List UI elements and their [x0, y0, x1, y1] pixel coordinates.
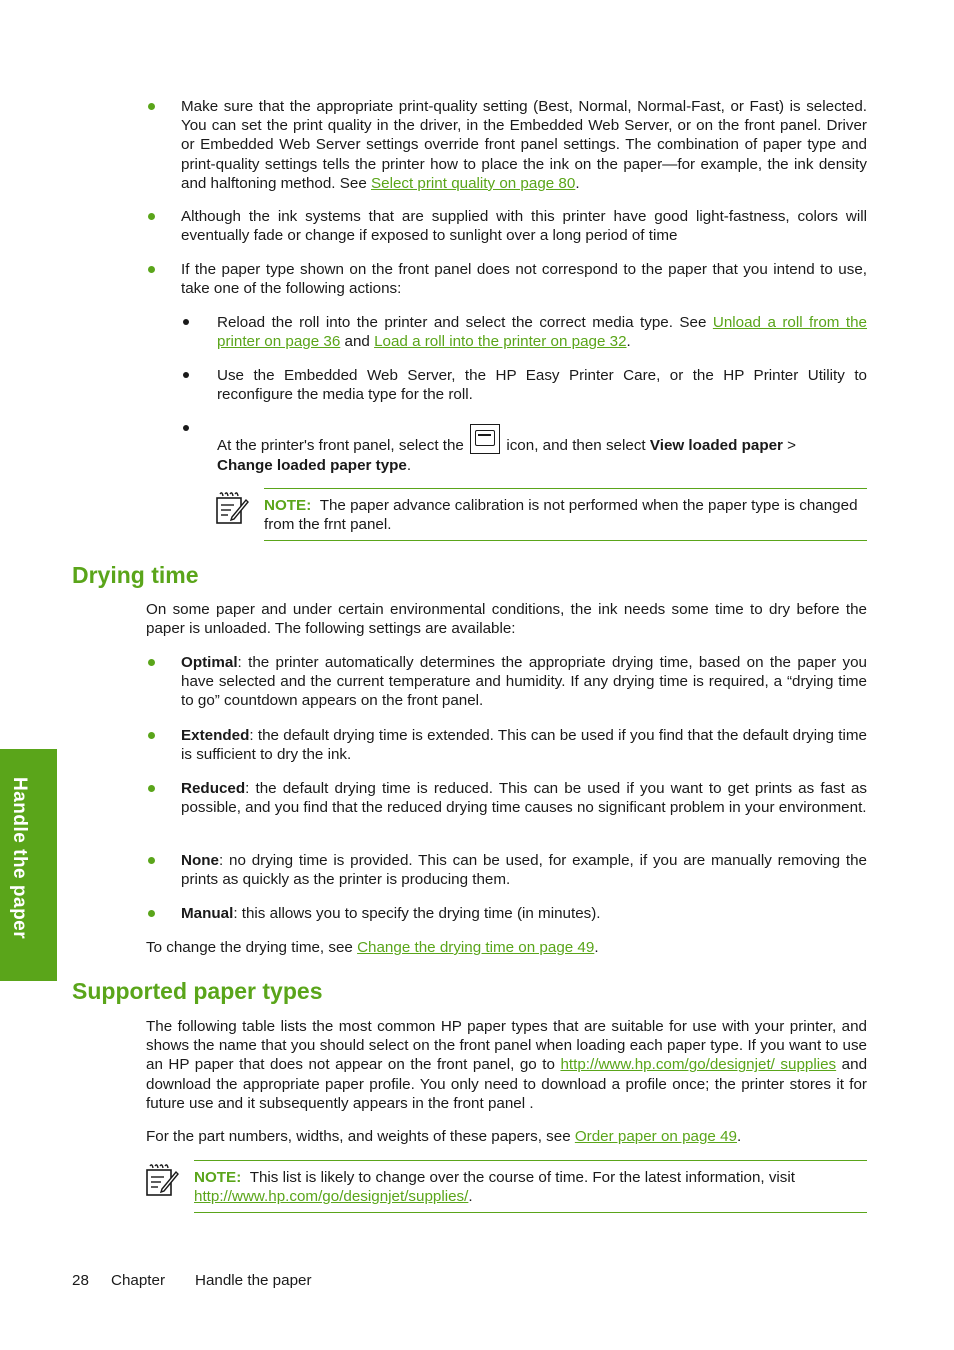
- link-order-paper[interactable]: Order paper on page 49: [574, 1128, 737, 1145]
- footer-title: Handle the paper: [195, 1272, 312, 1289]
- sub-bullet-front-panel: [217, 424, 867, 476]
- sub-bullet-ews: Use the Embedded Web Server, the HP Easy Printer Care, or the HP Printer Utility to reconfigure the media type for the roll.: [217, 367, 867, 404]
- drying-item-extended: [181, 726, 867, 764]
- sub-bullet-reload: [217, 313, 867, 351]
- text: : this allows you to specify the drying time (in minutes).: [233, 905, 601, 922]
- text: For the part numbers, widths, and weights of these papers, see: [146, 1128, 575, 1145]
- note-label: NOTE:: [194, 1169, 242, 1186]
- note-list-change: [194, 1168, 867, 1206]
- note-drying-calibration: [264, 496, 867, 534]
- note-rule-top: [264, 488, 867, 489]
- note-rule-top: [194, 1160, 867, 1161]
- note-pad-icon: [144, 1162, 180, 1198]
- drying-item-optimal: [181, 653, 867, 711]
- drying-item-reduced: [181, 779, 867, 817]
- menu-change-loaded-paper-type: Change loaded paper type: [217, 457, 407, 474]
- text: : no drying time is provided. This can be used, for example, if you are manually removing the prints as quickly as the printer is producing them.: [181, 852, 867, 889]
- link-load-roll[interactable]: Load a roll into the printer on page 32: [374, 333, 627, 351]
- text: >: [782, 437, 797, 454]
- note-label: NOTE:: [264, 497, 312, 514]
- bullet-print-quality: [181, 97, 867, 193]
- bullet: [148, 103, 155, 110]
- menu-view-loaded-paper: View loaded paper: [649, 437, 783, 454]
- link-change-drying-time[interactable]: Change the drying time on page 49: [357, 939, 595, 956]
- bullet-paper-type: If the paper type shown on the front panel does not correspond to the paper that you intend to use, take one of the following actions:: [181, 261, 867, 298]
- text: This list is likely to change over the course of time. For the latest information, visit: [249, 1169, 795, 1186]
- text: Reload the roll into the printer and select the correct media type. See: [217, 314, 713, 331]
- heading-drying-time: Drying time: [72, 562, 199, 588]
- link-designjet-supplies[interactable]: http://www.hp.com/go/designjet/ supplies: [560, 1056, 837, 1074]
- supported-para2: [146, 1127, 867, 1146]
- link-select-print-quality[interactable]: Select print quality on page 80: [371, 174, 576, 192]
- note-text: The paper advance calibration is not performed when the paper type is changed from the frnt panel.: [264, 497, 858, 534]
- footer-chapter: Chapter: [111, 1272, 166, 1289]
- text: To change the drying time, see: [146, 939, 358, 956]
- term: Optimal: [181, 654, 238, 671]
- sub-bullet: [183, 372, 189, 378]
- text: .: [468, 1188, 473, 1206]
- term: Reduced: [181, 780, 246, 797]
- link-designjet-supplies-2[interactable]: http://www.hp.com/go/designjet/supplies/: [194, 1188, 469, 1206]
- drying-intro: On some paper and under certain environmental conditions, the ink needs some time to dry before the paper is unloaded. The following settings are available:: [146, 601, 867, 638]
- bullet: [148, 785, 155, 792]
- text: : the default drying time is extended. This can be used if you find that the default drying time is sufficient to dry the ink.: [181, 727, 867, 764]
- supported-para1: [146, 1017, 867, 1113]
- bullet: [148, 213, 155, 220]
- text: .: [594, 939, 599, 956]
- text: At the printer's front panel, select the: [217, 437, 469, 454]
- text: : the default drying time is reduced. This can be used if you want to get prints as fast as possible, and you find that the reduced drying time causes no significant problem in your environment.: [181, 780, 867, 817]
- bullet: [148, 732, 155, 739]
- text: and download the appropriate paper profile. You only need to download a profile once; the printer stores it for future use and it subsequently appears in the front panel .: [146, 1056, 868, 1112]
- footer-page-number: 28: [72, 1272, 89, 1289]
- chapter-side-tab: [0, 749, 57, 981]
- sub-bullet: [183, 319, 189, 325]
- heading-supported-paper-types: Supported paper types: [72, 978, 323, 1004]
- text: Make sure that the appropriate print-quality setting (Best, Normal, Normal-Fast, or Fast) is selected. You can set the print quality in the driver, in the Embedded Web Server, or on the front panel. Driver or Embedded Web Server settings override front panel settings. The combination of paper type and print-quality settings tells the printer how to place the ink on the paper—for example, the ink density and halftoning method. See: [181, 98, 867, 192]
- text: .: [575, 174, 580, 192]
- text: The following table lists the most common HP paper types that are suitable for use with your printer, and shows the name that you should select on the front panel when loading each paper type. If you want to use an HP paper that does not appear on the front panel, go to: [146, 1018, 867, 1074]
- bullet: [148, 857, 155, 864]
- note-rule-bottom: [264, 540, 867, 541]
- note-pad-icon: [214, 490, 250, 526]
- drying-change: [146, 938, 867, 957]
- bullet-light-fastness: Although the ink systems that are supplied with this printer have good light-fastness, colors will eventually fade or change if exposed to sunlight over a long period of time: [181, 208, 867, 245]
- drying-item-manual: [181, 904, 867, 923]
- drying-item-none: [181, 851, 867, 889]
- text: and: [340, 333, 375, 351]
- side-tab-label: Handle the paper: [9, 777, 31, 940]
- bullet: [148, 910, 155, 917]
- text: : the printer automatically determines the appropriate drying time, based on the paper you have selected and the current temperature and humidity. If any drying time is required, a “drying time to go” countdown appears on the front panel.: [181, 654, 867, 710]
- text: .: [736, 1128, 742, 1145]
- text: icon, and then select: [502, 437, 650, 454]
- text: .: [406, 457, 412, 474]
- bullet: [148, 659, 155, 666]
- front-panel-paper-icon: [470, 424, 500, 454]
- term: Extended: [181, 727, 250, 744]
- link-unload-roll[interactable]: Unload a roll from the printer on page 36: [217, 314, 867, 351]
- text: .: [626, 333, 631, 351]
- bullet: [148, 266, 155, 273]
- term: Manual: [181, 905, 234, 922]
- term: None: [181, 852, 219, 869]
- note-rule-bottom: [194, 1212, 867, 1213]
- sub-bullet: [183, 425, 189, 431]
